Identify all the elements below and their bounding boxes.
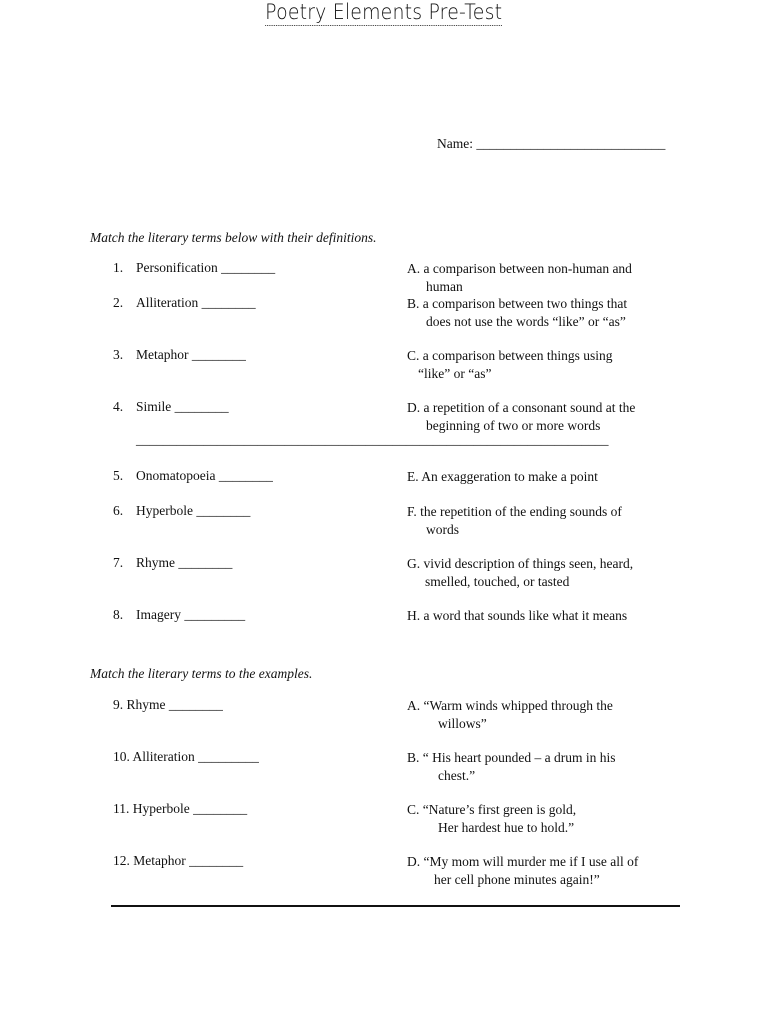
name-field-line: Name: ____________________________	[437, 136, 666, 151]
definition-g: G. vivid description of things seen, heard, smelled, touched, or tasted	[407, 556, 634, 589]
term-9: 9. Rhyme ________	[113, 697, 223, 712]
term-7: 7. Rhyme ________	[113, 555, 233, 570]
page-title: Poetry Elements Pre-Test	[265, 0, 503, 24]
term-3: 3. Metaphor ________	[113, 347, 246, 362]
example-c: C. “Nature’s first green is gold, Her hardest hue to hold.”	[407, 802, 577, 835]
definition-f: F. the repetition of the ending sounds of words	[407, 504, 622, 537]
definition-h: H. a word that sounds like what it means	[407, 608, 628, 623]
term-6: 6. Hyperbole ________	[113, 503, 251, 518]
definition-e: E. An exaggeration to make a point	[407, 469, 598, 484]
bottom-rule	[111, 905, 680, 907]
definition-d: D. a repetition of a consonant sound at the beginning of two or more words	[407, 400, 636, 433]
definition-c: C. a comparison between things using “like” or “as”	[407, 348, 613, 381]
term-12: 12. Metaphor ________	[113, 853, 244, 868]
example-a: A. “Warm winds whipped through the willows”	[407, 698, 613, 731]
definition-b: B. a comparison between two things that does not use the words “like” or “as”	[407, 296, 628, 329]
term-5: 5. Onomatopoeia ________	[113, 468, 273, 483]
term-1: 1. Personification ________	[113, 260, 276, 275]
definition-a: A. a comparison between non-human and human	[407, 261, 632, 294]
term-11: 11. Hyperbole ________	[113, 801, 248, 816]
section2-instruction: Match the literary terms to the examples.	[90, 666, 313, 681]
section1-instruction: Match the literary terms below with their definitions.	[90, 230, 377, 245]
term-10: 10. Alliteration _________	[113, 749, 259, 764]
term-8: 8. Imagery _________	[113, 607, 246, 622]
example-b: B. “ His heart pounded – a drum in his chest.”	[407, 750, 616, 783]
term-2: 2. Alliteration ________	[113, 295, 256, 310]
divider-line: ______________________________________________________________________	[136, 432, 609, 447]
example-d: D. “My mom will murder me if I use all of her cell phone minutes again!”	[407, 854, 639, 887]
term-4: 4. Simile ________	[113, 399, 229, 414]
